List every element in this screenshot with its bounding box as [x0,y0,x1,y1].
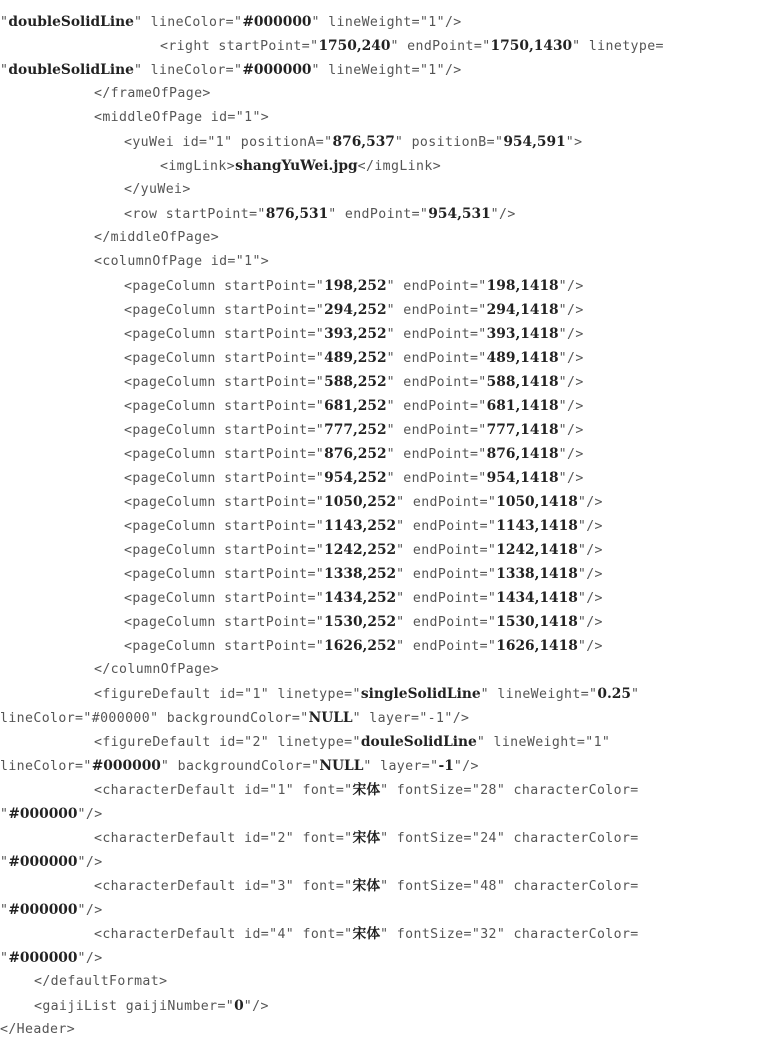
markup-text: " lineWeight="1"/> [311,15,462,30]
code-line [0,658,776,682]
attribute-value: 294,1418 [486,302,559,318]
markup-text: "/> [490,207,516,222]
markup-text: "/> [558,351,584,366]
attribute-value: 1143,1418 [496,518,578,534]
code-line [0,346,776,370]
code-line [0,106,776,130]
markup-text: " [0,63,9,78]
attribute-value: 1434,1418 [496,590,578,606]
markup-text: " backgroundColor=" [160,759,320,774]
markup-text: " endPoint=" [396,567,497,582]
code-line [0,442,776,466]
attribute-value: douleSolidLine [360,734,477,750]
markup-text: " lineWeight="1"/> [311,63,462,78]
attribute-value: 588,252 [324,374,387,390]
code-line [0,994,776,1018]
markup-text: <characterDefault id="1" font=" [94,783,353,798]
attribute-value: 876,537 [332,134,395,150]
markup-text: " endPoint=" [396,519,497,534]
markup-text: "/> [243,999,269,1014]
attribute-value: 489,1418 [486,350,559,366]
markup-text: <figureDefault id="2" linetype=" [94,735,361,750]
markup-text: <pageColumn startPoint=" [124,399,325,414]
attribute-value: #000000 [242,14,312,30]
attribute-value: 393,252 [324,326,387,342]
markup-text: " lineColor=" [133,63,243,78]
markup-text: <pageColumn startPoint=" [124,279,325,294]
code-line [0,34,776,58]
markup-text: "/> [77,951,103,966]
code-line [0,1018,776,1042]
markup-text: " endPoint=" [386,399,487,414]
markup-text: <yuWei id="1" positionA=" [124,135,333,150]
markup-text: <pageColumn startPoint=" [124,423,325,438]
attribute-value: 1626,1418 [496,638,578,654]
markup-text: "/> [77,855,103,870]
markup-text: <pageColumn startPoint=" [124,495,325,510]
markup-text: "/> [558,423,584,438]
markup-text: " fontSize="48" characterColor= [380,879,639,894]
code-line [0,82,776,106]
markup-text: " [0,903,9,918]
attribute-value: 1530,252 [324,614,397,630]
attribute-value: 1750,1430 [490,38,573,54]
attribute-value: 393,1418 [486,326,559,342]
markup-text: " fontSize="24" characterColor= [380,831,639,846]
markup-text: " endPoint=" [396,543,497,558]
code-line [0,490,776,514]
attribute-value: 1050,252 [324,494,397,510]
markup-text: " endPoint=" [386,279,487,294]
markup-text: "/> [558,303,584,318]
attribute-value: 876,1418 [486,446,559,462]
attribute-value: 1143,252 [324,518,397,534]
markup-text: <pageColumn startPoint=" [124,591,325,606]
attribute-value: #000000 [8,950,78,966]
markup-text: <figureDefault id="1" linetype=" [94,687,361,702]
markup-text: " lineWeight="1" [476,735,611,750]
markup-text: " endPoint=" [386,423,487,438]
attribute-value: 1530,1418 [496,614,578,630]
attribute-value: shangYuWei.jpg [235,158,358,174]
attribute-value: 宋体 [352,782,381,798]
attribute-value: doubleSolidLine [8,62,134,78]
xml-listing [0,10,776,1042]
markup-text: <columnOfPage id="1"> [94,254,270,269]
attribute-value: singleSolidLine [360,686,481,702]
attribute-value: NULL [308,710,353,726]
code-line [0,274,776,298]
markup-text: </frameOfPage> [94,86,211,101]
attribute-value: 1338,252 [324,566,397,582]
markup-text: "/> [558,399,584,414]
attribute-value: 1750,240 [318,38,391,54]
markup-text: " endPoint=" [396,591,497,606]
attribute-value: 954,591 [503,134,566,150]
attribute-value: 0.25 [597,686,632,702]
code-line [0,466,776,490]
code-line [0,826,776,850]
code-line [0,778,776,802]
code-line [0,802,776,826]
code-line [0,970,776,994]
markup-text: "/> [577,543,603,558]
code-line [0,130,776,154]
markup-text: "/> [577,495,603,510]
attribute-value: #000000 [242,62,312,78]
markup-text: " endPoint=" [386,351,487,366]
markup-text: " endPoint=" [386,447,487,462]
markup-text: <pageColumn startPoint=" [124,447,325,462]
attribute-value: 宋体 [352,830,381,846]
markup-text: </middleOfPage> [94,230,220,245]
attribute-value: 198,1418 [486,278,559,294]
attribute-value: 489,252 [324,350,387,366]
markup-text: " layer="-1"/> [352,711,470,726]
markup-text: " lineWeight=" [480,687,598,702]
attribute-value: 681,252 [324,398,387,414]
attribute-value: 198,252 [324,278,387,294]
markup-text: </columnOfPage> [94,662,220,677]
code-line [0,394,776,418]
attribute-value: 1434,252 [324,590,397,606]
markup-text: "/> [577,639,603,654]
attribute-value: #000000 [91,758,161,774]
code-line [0,682,776,706]
code-line [0,538,776,562]
markup-text: "/> [558,375,584,390]
attribute-value: #000000 [8,806,78,822]
markup-text: " [0,807,9,822]
markup-text: "/> [577,519,603,534]
markup-text: <row startPoint=" [124,207,266,222]
code-line [0,154,776,178]
markup-text: <pageColumn startPoint=" [124,351,325,366]
code-line [0,58,776,82]
markup-text: "/> [577,591,603,606]
attribute-value: 1242,252 [324,542,397,558]
attribute-value: 0 [234,998,244,1014]
markup-text: <pageColumn startPoint=" [124,615,325,630]
markup-text: "/> [558,447,584,462]
markup-text: " fontSize="28" characterColor= [380,783,639,798]
markup-text: "/> [577,615,603,630]
markup-text: lineColor="#000000" backgroundColor=" [0,711,309,726]
attribute-value: 1626,252 [324,638,397,654]
code-line [0,322,776,346]
markup-text: " endPoint=" [390,39,491,54]
attribute-value: 宋体 [352,878,381,894]
markup-text: <imgLink> [160,159,236,174]
markup-text: <middleOfPage id="1"> [94,110,270,125]
markup-text: "/> [77,903,103,918]
markup-text: <pageColumn startPoint=" [124,303,325,318]
attribute-value: 777,252 [324,422,387,438]
code-line [0,298,776,322]
attribute-value: 954,531 [428,206,491,222]
code-line [0,874,776,898]
code-line [0,706,776,730]
markup-text: " endPoint=" [386,471,487,486]
markup-text: " fontSize="32" characterColor= [380,927,639,942]
code-line [0,10,776,34]
markup-text: <characterDefault id="4" font=" [94,927,353,942]
attribute-value: #000000 [8,854,78,870]
markup-text: " [631,687,640,702]
attribute-value: 294,252 [324,302,387,318]
attribute-value: 588,1418 [486,374,559,390]
markup-text: " layer=" [363,759,439,774]
markup-text: " linetype= [572,39,664,54]
markup-text: </imgLink> [357,159,442,174]
attribute-value: 876,531 [265,206,329,222]
code-line [0,730,776,754]
attribute-value: 1242,1418 [496,542,578,558]
markup-text: </yuWei> [124,182,191,197]
markup-text: " [0,15,9,30]
markup-text: <pageColumn startPoint=" [124,327,325,342]
code-line [0,754,776,778]
code-line [0,586,776,610]
markup-text: " [0,951,9,966]
attribute-value: doubleSolidLine [8,14,134,30]
markup-text: <pageColumn startPoint=" [124,519,325,534]
markup-text: "/> [577,567,603,582]
markup-text: <gaijiList gaijiNumber=" [34,999,235,1014]
code-line [0,634,776,658]
markup-text: " positionB=" [394,135,504,150]
markup-text: <characterDefault id="2" font=" [94,831,353,846]
code-line [0,922,776,946]
attribute-value: 1338,1418 [496,566,578,582]
attribute-value: NULL [319,758,364,774]
markup-text: lineColor=" [0,759,92,774]
attribute-value: 876,252 [324,446,387,462]
code-line [0,850,776,874]
code-line [0,562,776,586]
attribute-value: 954,252 [324,470,387,486]
markup-text: <pageColumn startPoint=" [124,567,325,582]
markup-text: "/> [453,759,479,774]
markup-text: <pageColumn startPoint=" [124,471,325,486]
markup-text: "/> [558,471,584,486]
markup-text: " endPoint=" [396,615,497,630]
attribute-value: #000000 [8,902,78,918]
markup-text: " endPoint=" [386,327,487,342]
markup-text: " endPoint=" [328,207,429,222]
attribute-value: 954,1418 [486,470,559,486]
attribute-value: 681,1418 [486,398,559,414]
markup-text: " endPoint=" [386,375,487,390]
markup-text: " endPoint=" [396,639,497,654]
code-line [0,946,776,970]
markup-text: "> [565,135,583,150]
code-line [0,418,776,442]
markup-text: <right startPoint=" [160,39,319,54]
markup-text: " lineColor=" [133,15,243,30]
markup-text: "/> [558,327,584,342]
attribute-value: 1050,1418 [496,494,578,510]
markup-text: " endPoint=" [396,495,497,510]
markup-text: " [0,855,9,870]
markup-text: </Header> [0,1022,76,1037]
code-line [0,226,776,250]
code-line [0,250,776,274]
code-line [0,370,776,394]
code-line [0,514,776,538]
attribute-value: 777,1418 [486,422,559,438]
code-line [0,610,776,634]
markup-text: <pageColumn startPoint=" [124,639,325,654]
markup-text: <pageColumn startPoint=" [124,375,325,390]
markup-text: "/> [77,807,103,822]
markup-text: </defaultFormat> [34,974,168,989]
attribute-value: 宋体 [352,926,381,942]
code-line [0,898,776,922]
markup-text: " endPoint=" [386,303,487,318]
code-line [0,178,776,202]
code-line [0,202,776,226]
markup-text: <pageColumn startPoint=" [124,543,325,558]
markup-text: "/> [558,279,584,294]
attribute-value: -1 [438,758,454,774]
markup-text: <characterDefault id="3" font=" [94,879,353,894]
